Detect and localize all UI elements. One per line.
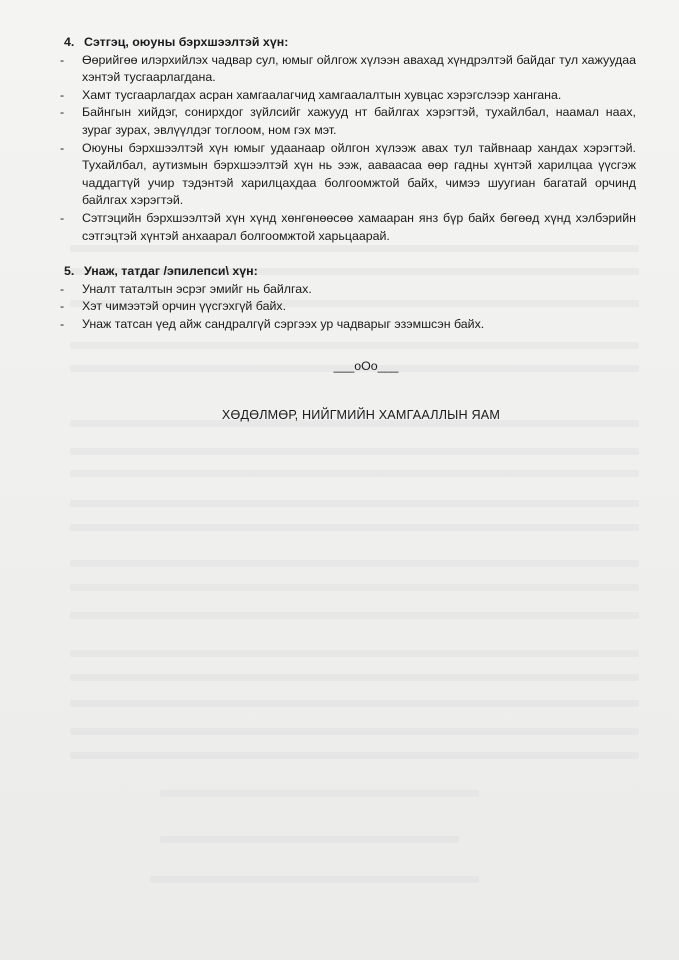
section-title: Сэтгэц, оюуны бэрхшээлтэй хүн: [84, 35, 289, 49]
bleed-through-line [70, 560, 639, 567]
section-number: 4. [64, 35, 75, 49]
bullet-dash: - [60, 87, 65, 102]
list-item [56, 104, 636, 139]
list-item-text: Оюуны бэрхшээлтэй хүн юмыг удаанаар ойлгон хүлээж авах тул тайвнаар хандах хэрэгтэй. Тухайлбал, аутизмын бэрхшээлтэй хүн нь ээж, аавааcаа өөр гадны хүнтэй харилцаа үүсгэж чаддагтүй учир тэдэнтэй харилцахдаа болгоомжтой байх, чимээ шуугиан багатай орчинд байлгах хэрэгтэй. [82, 140, 636, 208]
bleed-through-line [70, 752, 639, 759]
bleed-through-line [70, 728, 639, 735]
section-heading [56, 263, 636, 281]
list-item [56, 298, 636, 316]
end-separator: ___oOo___ [333, 358, 399, 373]
bleed-through-line [150, 876, 479, 883]
list-item-text: Хэт чимээтэй орчин үүсгэхгүй байх. [82, 299, 287, 314]
section-heading [56, 34, 636, 52]
bleed-through-line [160, 790, 479, 797]
bullet-dash: - [60, 52, 65, 67]
bleed-through-line [70, 524, 639, 531]
list-item [56, 52, 636, 87]
bleed-through-line [70, 500, 639, 507]
list-item [56, 210, 636, 245]
bleed-through-line [70, 470, 639, 477]
bleed-through-line [70, 700, 639, 707]
section-number: 5. [64, 264, 75, 279]
ministry-name: ХӨДӨЛМӨР, НИЙГМИЙН ХАМГААЛЛЫН ЯАМ [221, 408, 501, 423]
list-item-text: Унаж татсан үед айж сандралгүй сэргээх ур чадварыг эзэмшсэн байх. [82, 316, 485, 331]
list-item [56, 87, 636, 105]
section-title: Унаж, татдаг /эпилепси\ хүн: [84, 264, 258, 279]
bleed-through-line [70, 650, 639, 657]
bullet-dash: - [60, 316, 65, 331]
section-list [56, 52, 636, 246]
list-item-text: Уналт таталтын эсрэг эмийг нь байлгах. [82, 281, 312, 296]
bleed-through-line [70, 612, 639, 619]
list-item-text: Өөрийгөө илэрхийлэх чадвар сул, юмыг ойлгож хүлээн авахад хүндрэлтэй байдаг тул хажуудаа хэнтэй тусгаарлагдана. [82, 52, 636, 85]
list-item [56, 281, 636, 299]
section-epilepsy [56, 263, 636, 333]
bleed-through-line [70, 584, 639, 591]
bullet-dash: - [60, 210, 65, 225]
bullet-dash: - [60, 281, 65, 296]
bleed-through-line [70, 674, 639, 681]
list-item-text: Сэтгэцийн бэрхшээлтэй хүн хүнд хөнгөнөөсөө хамааран янз бүр байх бөгөөд хүнд хэлбэрийн сэтгэцтэй хүнтэй анхаарал болгоомжтой харьцаарай. [82, 210, 636, 243]
bleed-through-line [70, 448, 639, 455]
document-body [56, 34, 636, 425]
list-item-text: Хамт тусгаарлагдах асран хамгаалагчид хамгаалалтын хувцас хэрэгслээр хангана. [82, 87, 562, 102]
bullet-dash: - [60, 299, 65, 314]
list-item [56, 316, 636, 334]
bleed-through-line [160, 836, 459, 843]
list-item-text: Байнгын хийдэг, сонирхдог зүйлсийг хажууд нт байлгах хэрэгтэй, тухайлбал, наамал наах, зураг зурах, эвлүүлдэг тоглоом, ном гэх мэт. [82, 105, 636, 137]
bullet-dash: - [60, 105, 65, 120]
bullet-dash: - [60, 140, 65, 155]
section-mental-disability [56, 34, 636, 245]
section-list [56, 281, 636, 334]
list-item [56, 140, 636, 210]
